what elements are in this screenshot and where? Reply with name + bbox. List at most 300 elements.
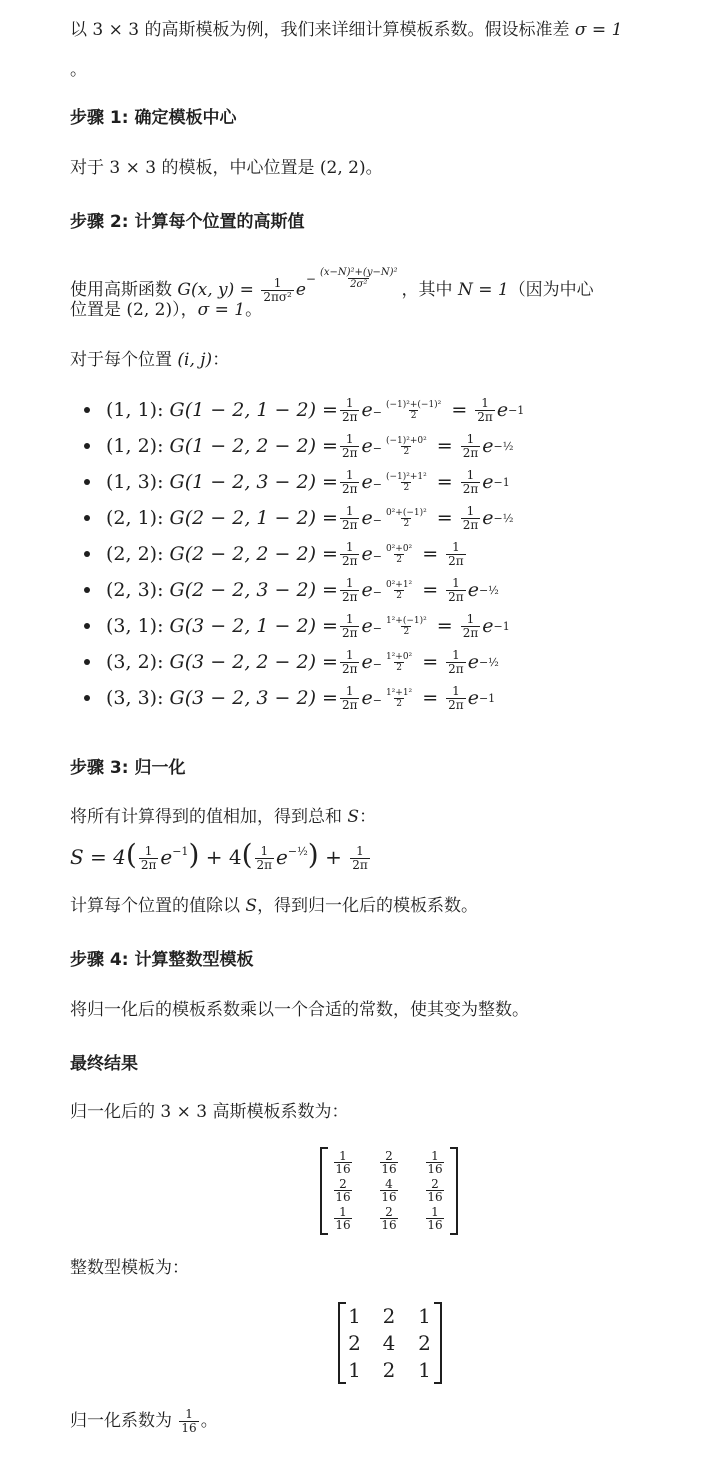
- matrix-cell: 1: [418, 1358, 431, 1382]
- fraction-numerator: 1: [466, 611, 475, 626]
- item-equals: =: [416, 651, 445, 673]
- cell-fraction: [334, 1178, 351, 1203]
- cell-numerator: 1: [431, 1148, 439, 1163]
- step2-text: 对于每个位置: [70, 350, 178, 370]
- item-position: (1, 3): [106, 471, 158, 493]
- item-e: e: [361, 615, 373, 637]
- exponent-denominator: 2: [410, 411, 417, 422]
- matrix-cell: 1: [348, 1303, 361, 1328]
- step1-math-center: (2, 2): [319, 158, 366, 178]
- item-exponent: [373, 579, 416, 602]
- intro-text: 以: [70, 20, 93, 40]
- exponent-denominator: 2: [403, 483, 410, 494]
- fraction-numerator: 1: [260, 844, 269, 858]
- final-text: 。: [200, 1411, 218, 1431]
- bullet-icon: [84, 515, 90, 521]
- fraction-denominator: 2π: [341, 625, 358, 640]
- exponent-denominator: 2: [403, 447, 410, 458]
- matrix-bracket-right: [434, 1302, 442, 1384]
- step2-text: ：: [212, 350, 230, 370]
- bullet-icon: [84, 551, 90, 557]
- item-position: (2, 1): [106, 507, 158, 529]
- step3-text: 计算每个位置的值除以: [70, 896, 246, 916]
- bullet-icon: [84, 623, 90, 629]
- fraction-denominator: 2π: [462, 481, 479, 496]
- list-item: [84, 392, 524, 428]
- step3-math-s: S: [347, 807, 360, 827]
- item-expression: G(3 − 2, 2 − 2) =: [169, 651, 338, 673]
- fraction-numerator: 1: [345, 467, 354, 482]
- item-exponent: [373, 543, 416, 566]
- normalized-matrix: [320, 1147, 458, 1235]
- exponent-fraction: [384, 400, 443, 421]
- item-equals: =: [430, 615, 459, 637]
- item-fraction: [340, 613, 360, 640]
- list-item: [84, 644, 499, 680]
- item-fraction: [340, 685, 360, 712]
- fraction-denominator: 2π: [341, 445, 358, 460]
- exponent-numerator: (−1)²+1²: [385, 472, 427, 483]
- list-item: [84, 428, 513, 464]
- cell-fraction: [426, 1206, 443, 1231]
- matrix-cell: [366, 1148, 412, 1176]
- item-colon: :: [157, 543, 170, 565]
- fraction-numerator: 1: [466, 503, 475, 518]
- cell-denominator: 16: [381, 1217, 397, 1232]
- item-result-fraction: [446, 685, 466, 712]
- item-colon: :: [157, 435, 170, 457]
- step2-text: 使用高斯函数: [70, 280, 178, 300]
- cell-numerator: 1: [339, 1148, 347, 1163]
- step3-paragraph: [70, 805, 376, 829]
- fraction-denominator: 2π: [140, 858, 157, 872]
- step2-text: （因为中心: [508, 280, 594, 300]
- exponent-numerator: (x−N)²+(y−N)²: [319, 266, 398, 278]
- sum-fraction: [350, 845, 370, 872]
- cell-fraction: [426, 1150, 443, 1175]
- item-colon: :: [157, 687, 170, 709]
- cell-numerator: 2: [385, 1148, 393, 1163]
- item-equals: =: [416, 579, 445, 601]
- item-position: (1, 2): [106, 435, 158, 457]
- exponent-denominator: 2σ²: [350, 278, 368, 290]
- cell-fraction: [334, 1206, 351, 1231]
- fraction-numerator: 1: [452, 683, 460, 698]
- gaussian-coefficient-fraction: [261, 277, 294, 304]
- item-fraction: [340, 397, 360, 424]
- normalization-coefficient: [70, 1406, 218, 1436]
- fraction-denominator: 2π: [341, 481, 358, 496]
- item-result-fraction: [446, 577, 466, 604]
- item-result-fraction: [461, 433, 481, 460]
- item-exponent: [373, 687, 416, 710]
- step2-text: ），: [172, 300, 198, 320]
- item-result-e: e: [467, 579, 479, 601]
- matrix-cell: 1: [348, 1358, 361, 1382]
- fraction-numerator: 1: [452, 539, 460, 554]
- step1-paragraph: [70, 156, 383, 180]
- coefficient-fraction: [179, 1408, 198, 1435]
- item-expression: G(2 − 2, 2 − 2) =: [169, 543, 338, 565]
- fraction-denominator: 2π: [477, 409, 493, 424]
- step2-math-n: N = 1: [457, 280, 509, 300]
- item-expression: G(3 − 2, 3 − 2) =: [169, 687, 338, 709]
- matrix-bracket-left: [320, 1147, 328, 1235]
- bullet-icon: [84, 479, 90, 485]
- item-result-exponent: −½: [493, 439, 514, 453]
- item-expression: G(1 − 2, 3 − 2) =: [169, 471, 338, 493]
- matrix-cell: 2: [382, 1303, 396, 1328]
- cell-numerator: 1: [339, 1204, 347, 1219]
- step2-heading: 步骤 2: 计算每个位置的高斯值: [70, 212, 305, 232]
- item-colon: :: [157, 615, 170, 637]
- exponent-denominator: 2: [396, 591, 402, 602]
- exponential-base: e: [295, 280, 306, 300]
- item-result-e: e: [467, 651, 479, 673]
- fraction-denominator: 2π: [341, 553, 358, 568]
- list-item: [84, 464, 510, 500]
- item-colon: :: [157, 471, 170, 493]
- integer-template-label: 整数型模板为：: [70, 1258, 189, 1278]
- item-exponent: [373, 435, 431, 458]
- item-equals: =: [445, 399, 474, 421]
- intro-period-text: 。: [70, 60, 87, 80]
- step3-heading: 步骤 3: 归一化: [70, 758, 186, 778]
- sum-plus: +: [325, 845, 342, 869]
- cell-fraction: [334, 1150, 351, 1175]
- item-position: (3, 3): [106, 687, 158, 709]
- item-colon: :: [157, 579, 170, 601]
- item-result-e: e: [482, 435, 494, 457]
- sum-fraction: [139, 845, 159, 872]
- fraction-numerator: 1: [466, 467, 475, 482]
- fraction-denominator: 2π: [462, 517, 479, 532]
- item-position: (1, 1): [106, 399, 158, 421]
- cell-numerator: 2: [431, 1176, 439, 1191]
- exponent-fraction: [318, 267, 400, 290]
- fraction-denominator: 2π: [341, 517, 358, 532]
- item-e: e: [361, 543, 373, 565]
- exponent-fraction: [384, 508, 429, 529]
- fraction-numerator: 1: [345, 611, 354, 626]
- exponent-minus: −: [372, 513, 382, 527]
- sum-exponent: −1: [172, 845, 189, 858]
- item-fraction: [340, 505, 360, 532]
- item-position: (3, 2): [106, 651, 158, 673]
- fraction-numerator: 1: [345, 503, 354, 518]
- exponent-minus: −: [372, 693, 382, 707]
- fraction-denominator: 2π: [448, 697, 464, 712]
- bullet-icon: [84, 659, 90, 665]
- item-expression: G(3 − 2, 1 − 2) =: [169, 615, 338, 637]
- matrix-bracket-left: [338, 1302, 346, 1384]
- step1-heading: 步骤 1: 确定模板中心: [70, 108, 237, 128]
- sum-fraction: [255, 845, 275, 872]
- intro-math-sigma: σ = 1: [574, 20, 623, 40]
- exponent-minus: −: [372, 477, 382, 491]
- step3-text: 将所有计算得到的值相加，得到总和: [70, 807, 348, 827]
- item-result-fraction: [461, 505, 481, 532]
- item-fraction: [340, 649, 360, 676]
- exponent-numerator: (−1)²+(−1)²: [385, 400, 442, 411]
- fraction-numerator: 1: [452, 647, 460, 662]
- item-result-fraction: [475, 397, 495, 424]
- cell-fraction: [426, 1178, 443, 1203]
- exponent-fraction: [384, 580, 414, 601]
- item-position: (3, 1): [106, 615, 158, 637]
- item-result-exponent: −1: [478, 691, 496, 705]
- fraction-denominator: 2π: [352, 858, 368, 872]
- item-result-fraction: [446, 541, 466, 568]
- integer-matrix: [338, 1302, 442, 1384]
- item-fraction: [340, 469, 360, 496]
- bullet-icon: [84, 695, 90, 701]
- gaussian-function-lhs: G(x, y) =: [177, 280, 260, 300]
- item-exponent: [373, 471, 431, 494]
- matrix-cell: 4: [382, 1330, 396, 1355]
- item-expression: G(2 − 2, 3 − 2) =: [169, 579, 338, 601]
- exponent-fraction: [384, 472, 429, 493]
- exponent-fraction: [384, 436, 429, 457]
- step3-math-s: S: [245, 896, 258, 916]
- item-e: e: [361, 579, 373, 601]
- intro-paragraph: [70, 18, 622, 42]
- exponent-numerator: 0²+0²: [385, 544, 413, 555]
- final-heading: 最终结果: [70, 1054, 138, 1074]
- item-position: (2, 3): [106, 579, 158, 601]
- fraction-denominator: 2π: [256, 858, 273, 872]
- exponent-minus: −: [372, 585, 382, 599]
- cell-fraction: [380, 1150, 397, 1175]
- step1-math-size: 3 × 3: [109, 158, 157, 178]
- cell-fraction: [380, 1178, 397, 1203]
- item-result-exponent: −1: [508, 403, 525, 417]
- list-item: [84, 536, 468, 572]
- sum-e: e: [160, 845, 173, 869]
- sum-formula: [70, 834, 372, 875]
- exponent-numerator: 1²+0²: [385, 652, 413, 663]
- item-position: (2, 2): [106, 543, 158, 565]
- step2-math-center: (2, 2): [126, 300, 173, 320]
- fraction-numerator: 1: [345, 683, 354, 698]
- step1-text: 的模板，中心位置是: [156, 158, 320, 178]
- step2-each-position: [70, 348, 229, 372]
- item-e: e: [361, 471, 373, 493]
- exponent-minus: −: [372, 441, 382, 455]
- item-result-e: e: [482, 471, 494, 493]
- fraction-numerator: 1: [452, 575, 460, 590]
- item-result-e: e: [482, 615, 494, 637]
- fraction-numerator: 1: [481, 395, 489, 410]
- item-colon: :: [157, 651, 170, 673]
- item-result-e: e: [467, 687, 479, 709]
- step2-text: 位置是: [70, 300, 127, 320]
- cell-numerator: 2: [385, 1204, 393, 1219]
- exponent-denominator: 2: [396, 663, 402, 674]
- fraction-denominator: 2π: [462, 625, 479, 640]
- item-equals: =: [430, 507, 459, 529]
- bullet-icon: [84, 587, 90, 593]
- item-exponent: [373, 507, 431, 530]
- sum-exponent: −½: [287, 845, 308, 858]
- cell-numerator: 1: [431, 1204, 439, 1219]
- cell-denominator: 16: [427, 1161, 443, 1176]
- fraction-denominator: 2π: [341, 589, 358, 604]
- matrix-cell: 2: [382, 1358, 396, 1382]
- matrix-cell: 2: [418, 1330, 431, 1355]
- fraction-denominator: 2π: [448, 661, 464, 676]
- fraction-numerator: 1: [466, 431, 475, 446]
- list-item: [84, 572, 499, 608]
- step4-paragraph: 将归一化后的模板系数乘以一个合适的常数，使其变为整数。: [70, 1000, 529, 1020]
- step2-math-sigma: σ = 1: [197, 300, 246, 320]
- exponent-numerator: 1²+(−1)²: [385, 616, 427, 627]
- sum-e: e: [276, 845, 288, 869]
- final-text: 归一化后的: [70, 1102, 161, 1122]
- list-item: [84, 608, 510, 644]
- exponent-fraction: [384, 688, 414, 709]
- exponent-numerator: 0²+(−1)²: [385, 508, 427, 519]
- item-e: e: [361, 399, 373, 421]
- item-result-exponent: −1: [493, 619, 510, 633]
- fraction-numerator: 1: [345, 539, 354, 554]
- item-result-exponent: −½: [493, 511, 514, 525]
- item-result-fraction: [461, 469, 481, 496]
- matrix-cell: 1: [418, 1303, 431, 1328]
- intro-text: 的高斯模板为例，我们来详细计算模板系数。假设标准差: [139, 20, 575, 40]
- cell-denominator: 16: [381, 1189, 397, 1204]
- fraction-denominator: 2π: [341, 661, 358, 676]
- cell-denominator: 16: [427, 1189, 443, 1204]
- step2-formula-line2: [70, 298, 262, 322]
- final-text: 高斯模板系数为：: [207, 1102, 349, 1122]
- fraction-numerator: 1: [185, 1406, 193, 1421]
- step1-text: 对于: [70, 158, 110, 178]
- exponent-fraction: [384, 652, 414, 673]
- item-e: e: [361, 507, 373, 529]
- cell-fraction: [380, 1206, 397, 1231]
- exponent-fraction: [384, 616, 429, 637]
- paren-close: ): [307, 838, 319, 871]
- paren-open: (: [241, 838, 253, 871]
- item-expression: G(2 − 2, 1 − 2) =: [169, 507, 338, 529]
- sum-lhs: S = 4: [70, 845, 126, 869]
- item-colon: :: [157, 399, 170, 421]
- fraction-denominator: 2π: [341, 697, 358, 712]
- exponent-minus: −: [372, 405, 382, 419]
- cell-numerator: 2: [339, 1176, 347, 1191]
- bullet-icon: [84, 407, 90, 413]
- paren-close: ): [188, 838, 200, 871]
- final-paragraph: [70, 1100, 349, 1124]
- exponent-numerator: (−1)²+0²: [385, 436, 427, 447]
- exponent-denominator: 2: [403, 519, 410, 530]
- item-colon: :: [157, 507, 170, 529]
- final-math-size: 3 × 3: [160, 1102, 208, 1122]
- exponent-numerator: 1²+1²: [385, 688, 413, 699]
- item-equals: =: [416, 687, 445, 709]
- exponent-minus: −: [372, 657, 382, 671]
- intro-math-size: 3 × 3: [92, 20, 140, 40]
- fraction-denominator: 2π: [448, 589, 464, 604]
- cell-numerator: 4: [385, 1176, 393, 1191]
- step2-text: 。: [245, 300, 263, 320]
- fraction-denominator: 2πσ²: [263, 289, 292, 304]
- cell-denominator: 16: [381, 1161, 397, 1176]
- item-result-e: e: [496, 399, 509, 421]
- fraction-numerator: 1: [144, 844, 153, 858]
- step3-text: ，得到归一化后的模板系数。: [257, 896, 479, 916]
- step1-text: 。: [365, 158, 383, 178]
- item-e: e: [361, 651, 373, 673]
- item-equals: =: [430, 435, 459, 457]
- fraction-denominator: 2π: [462, 445, 479, 460]
- fraction-numerator: 1: [273, 275, 282, 290]
- item-equals: =: [430, 471, 459, 493]
- exponent-denominator: 2: [396, 699, 402, 710]
- step2-text: ，其中: [401, 280, 458, 300]
- item-result-exponent: −1: [493, 475, 510, 489]
- exponent-group: [306, 262, 402, 295]
- step4-heading: 步骤 4: 计算整数型模板: [70, 950, 254, 970]
- item-exponent: [373, 615, 431, 638]
- item-result-exponent: −½: [478, 655, 499, 669]
- fraction-numerator: 1: [345, 431, 354, 446]
- item-fraction: [340, 433, 360, 460]
- item-fraction: [340, 577, 360, 604]
- item-result-exponent: −½: [478, 583, 499, 597]
- item-result-e: e: [482, 507, 494, 529]
- item-result-fraction: [446, 649, 466, 676]
- cell-denominator: 16: [335, 1189, 351, 1204]
- exponent-denominator: 2: [403, 627, 410, 638]
- item-equals: =: [416, 543, 445, 565]
- list-item: [84, 500, 513, 536]
- item-exponent: [373, 651, 416, 674]
- intro-period: [70, 58, 87, 82]
- item-exponent: [373, 399, 446, 422]
- fraction-denominator: 2π: [341, 409, 358, 424]
- matrix-cell: [366, 1204, 412, 1232]
- cell-denominator: 16: [335, 1217, 351, 1232]
- fraction-numerator: 1: [345, 575, 354, 590]
- cell-denominator: 16: [335, 1161, 351, 1176]
- exponent-minus: −: [305, 272, 316, 286]
- exponent-minus: −: [372, 549, 382, 563]
- matrix-bracket-right: [450, 1147, 458, 1235]
- item-e: e: [361, 687, 373, 709]
- matrix-cell: 2: [348, 1330, 361, 1355]
- step2-math-ij: (i, j): [177, 350, 213, 370]
- step3-paragraph-2: [70, 894, 478, 918]
- cell-denominator: 16: [427, 1217, 443, 1232]
- fraction-numerator: 1: [356, 844, 364, 858]
- step3-text: ：: [359, 807, 377, 827]
- item-expression: G(1 − 2, 2 − 2) =: [169, 435, 338, 457]
- paren-open: (: [125, 838, 137, 871]
- exponent-numerator: 0²+1²: [385, 580, 413, 591]
- fraction-numerator: 1: [345, 647, 354, 662]
- item-result-fraction: [461, 613, 481, 640]
- list-item: [84, 680, 495, 716]
- exponent-fraction: [384, 544, 414, 565]
- item-fraction: [340, 541, 360, 568]
- item-expression: G(1 − 2, 1 − 2) =: [169, 399, 338, 421]
- item-e: e: [361, 435, 373, 457]
- fraction-numerator: 1: [345, 395, 354, 410]
- fraction-denominator: 2π: [448, 553, 464, 568]
- final-text: 归一化系数为: [70, 1411, 178, 1431]
